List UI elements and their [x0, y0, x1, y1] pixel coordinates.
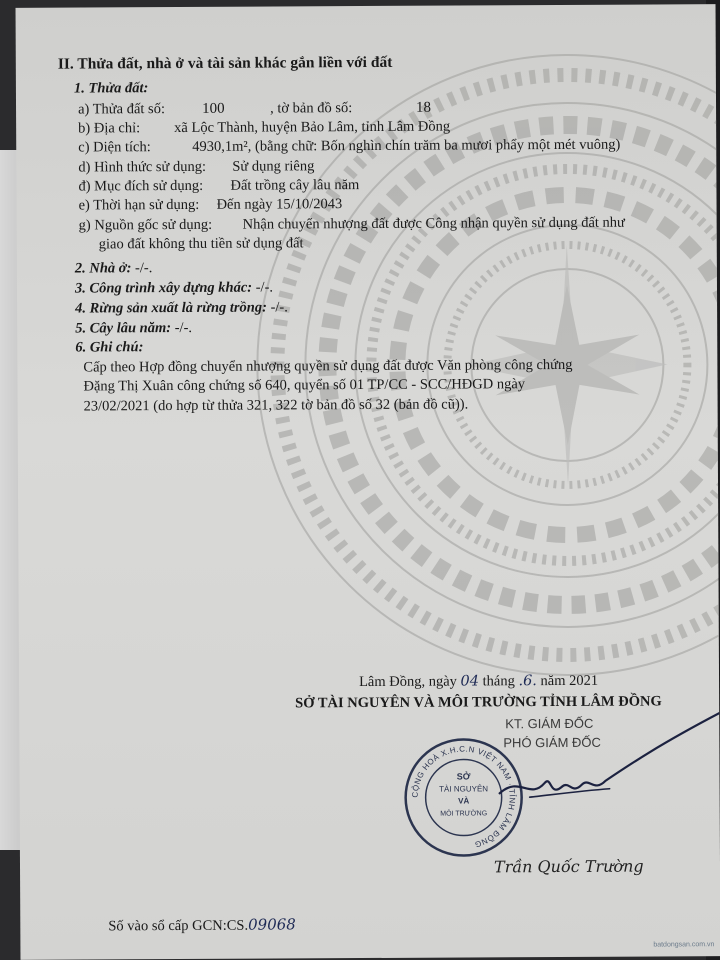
address-label: b) Địa chỉ:: [78, 120, 141, 137]
use-purpose-value: Đất trồng cây lâu năm: [230, 177, 360, 194]
origin-value-line2: giao đất không thu tiền sử dụng đất: [98, 235, 304, 253]
use-form-label: d) Hình thức sử dụng:: [78, 158, 207, 176]
stamp-center-1: SỞ: [456, 771, 471, 782]
signing-year: năm 2021: [540, 672, 599, 690]
origin-value-line1: Nhận chuyển nhượng đất được Công nhận quyền sử dụng đất như: [242, 214, 625, 233]
registry-line: [108, 916, 296, 935]
signature-drawing: [489, 704, 720, 825]
address-value: xã Lộc Thành, huyện Bảo Lâm, tỉnh Lâm Đồng: [174, 118, 451, 137]
signing-place: Lâm Đồng, ngày: [359, 673, 457, 691]
signing-month: .6.: [518, 673, 537, 690]
forest-value: -/-.: [270, 299, 288, 316]
notes-line2: Đặng Thị Xuân công chứng số 640, quyển số 01 TP/CC - SCC/HĐGD ngày: [83, 376, 526, 395]
perennial-heading: 5. Cây lâu năm:: [75, 320, 172, 337]
area-value: 4930,1m², (bằng chữ: Bốn nghìn chín trăm ba mươi phẩy một mét vuông): [192, 136, 621, 155]
use-form-value: Sử dụng riêng: [232, 158, 315, 175]
use-term-value: Đến ngày 15/10/2043: [216, 196, 343, 213]
perennial-value: -/-.: [174, 319, 193, 337]
certificate-page: [16, 4, 720, 960]
stamp-center-4: MÔI TRƯỜNG: [440, 810, 488, 818]
house-value: -/-.: [134, 260, 153, 277]
signer-name: Trần Quốc Trường: [493, 856, 644, 877]
use-purpose-label: đ) Mục đích sử dụng:: [78, 177, 204, 195]
construction-heading: 3. Công trình xây dựng khác:: [74, 279, 253, 297]
use-term-label: e) Thời hạn sử dụng:: [78, 196, 200, 214]
map-sheet-number: 18: [415, 99, 432, 116]
issuing-agency: SỞ TÀI NGUYÊN VÀ MÔI TRƯỜNG TỈNH LÂM ĐỒNG: [295, 693, 662, 712]
notes-line3: 23/02/2021 (do hợp từ thửa 321, 322 tờ bản đồ số 32 (bản đồ cũ)).: [83, 396, 469, 415]
forest-heading: 4. Rừng sản xuất là rừng trồng:: [75, 299, 267, 317]
land-heading: 1. Thửa đất:: [73, 80, 149, 97]
origin-label: g) Nguồn gốc sử dụng:: [78, 216, 213, 234]
notes-line1: Cấp theo Hợp đồng chuyển nhượng quyền sử dụng đất được Văn phòng công chứng: [83, 356, 573, 376]
notes-heading: 6. Ghi chú:: [75, 339, 144, 356]
parcel-number: 100: [202, 100, 225, 117]
parcel-number-label: a) Thửa đất số:: [78, 101, 166, 118]
house-heading: 2. Nhà ở:: [74, 260, 132, 277]
area-label: c) Diện tích:: [78, 139, 151, 156]
signer-role-1: KT. GIÁM ĐỐC: [505, 715, 594, 732]
signing-date: [359, 674, 598, 691]
construction-value: -/-.: [255, 279, 274, 296]
stamp-center-2: TÀI NGUYÊN: [439, 784, 489, 794]
registry-label: Số vào sổ cấp GCN:CS.: [108, 917, 249, 935]
signing-month-label: tháng: [482, 673, 515, 690]
section-title: II. Thửa đất, nhà ở và tài sản khác gắn liền với đất: [57, 53, 393, 73]
watermark-logo: batdongsan.com.vn: [653, 941, 715, 949]
map-sheet-label: , tờ bản đồ số:: [270, 100, 353, 117]
registry-number: 09068: [248, 915, 296, 934]
signing-day: 04: [460, 673, 480, 690]
stamp-center-3: VÀ: [458, 796, 470, 806]
signer-role-2: PHÓ GIÁM ĐỐC: [503, 734, 601, 751]
stamp-ring-text: CỘNG HOÀ X.H.C.N VIỆT NAM · TỈNH LÂM ĐỒNG: [410, 744, 517, 850]
